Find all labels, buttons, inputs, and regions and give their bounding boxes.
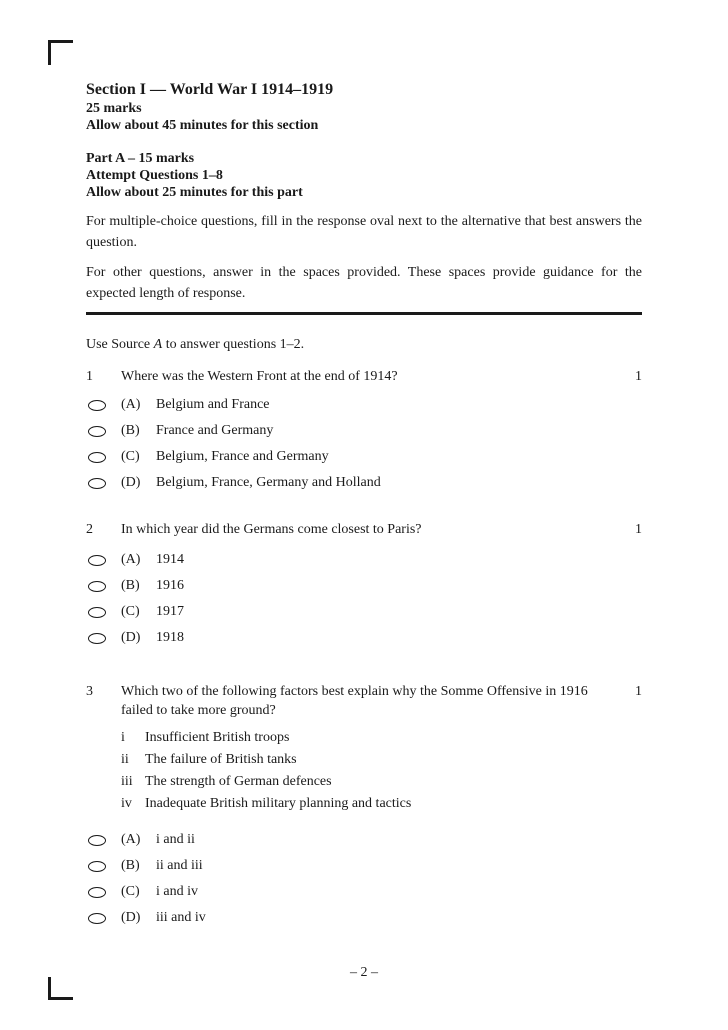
- question-number: 3: [86, 684, 93, 699]
- response-oval[interactable]: [88, 913, 106, 924]
- attempt-questions: Attempt Questions 1–8: [86, 168, 223, 183]
- part-time: Allow about 25 minutes for this part: [86, 185, 303, 200]
- part-heading: Part A – 15 marks: [86, 151, 195, 166]
- response-oval[interactable]: [88, 835, 106, 846]
- option-a: (A) 1914: [86, 547, 642, 573]
- option-c: (C) Belgium, France and Germany: [86, 444, 642, 470]
- response-oval[interactable]: [88, 581, 106, 592]
- question-text: Which two of the following factors best explain why the Somme Offensive in 1916 failed to take more ground?: [121, 684, 588, 718]
- exam-page: [86, 80, 642, 931]
- response-oval[interactable]: [88, 452, 106, 463]
- question-1: [86, 367, 642, 496]
- question-mark: 1: [635, 522, 642, 537]
- instruction-other: For other questions, answer in the spaces provided. These spaces provide guidance for the expected length of response.: [86, 265, 642, 301]
- response-oval[interactable]: [88, 400, 106, 411]
- question-number: 1: [86, 369, 93, 384]
- response-oval[interactable]: [88, 478, 106, 489]
- statement-item: ii The failure of British tanks: [121, 752, 297, 767]
- question-3: [86, 682, 642, 931]
- page-number: – 2 –: [350, 965, 378, 980]
- response-oval[interactable]: [88, 861, 106, 872]
- section-time: Allow about 45 minutes for this section: [86, 118, 319, 133]
- option-b: (B) ii and iii: [86, 853, 642, 879]
- response-oval[interactable]: [88, 887, 106, 898]
- question-mark: 1: [635, 369, 642, 384]
- instruction-mc: For multiple-choice questions, fill in the response oval next to the alternative that best answers the question.: [86, 214, 642, 250]
- statement-item: i Insufficient British troops: [121, 730, 290, 745]
- question-number: 2: [86, 522, 93, 537]
- question-text: Where was the Western Front at the end of 1914?: [121, 369, 398, 384]
- response-oval[interactable]: [88, 633, 106, 644]
- option-a: (A) i and ii: [86, 827, 642, 853]
- source-note: Use Source A to answer questions 1–2.: [86, 337, 305, 352]
- option-d: (D) Belgium, France, Germany and Holland: [86, 470, 642, 496]
- statement-item: iv Inadequate British military planning and tactics: [121, 796, 412, 811]
- response-oval[interactable]: [88, 555, 106, 566]
- response-oval[interactable]: [88, 607, 106, 618]
- option-a: (A) Belgium and France: [86, 392, 642, 418]
- option-c: (C) 1917: [86, 599, 642, 625]
- source-label: A: [153, 337, 163, 352]
- question-2: [86, 520, 642, 651]
- option-b: (B) 1916: [86, 573, 642, 599]
- response-oval[interactable]: [88, 426, 106, 437]
- option-c: (C) i and iv: [86, 879, 642, 905]
- question-mark: 1: [635, 684, 642, 699]
- option-d: (D) 1918: [86, 625, 642, 651]
- section-divider: [86, 312, 642, 315]
- question-text: In which year did the Germans come closest to Paris?: [121, 522, 422, 537]
- crop-mark-top-left: [48, 40, 73, 65]
- statement-item: iii The strength of German defences: [121, 774, 332, 789]
- statement-list: [86, 727, 642, 815]
- section-title: Section I — World War I 1914–1919: [86, 81, 334, 98]
- section-marks: 25 marks: [86, 101, 142, 116]
- option-b: (B) France and Germany: [86, 418, 642, 444]
- option-d: (D) iii and iv: [86, 905, 642, 931]
